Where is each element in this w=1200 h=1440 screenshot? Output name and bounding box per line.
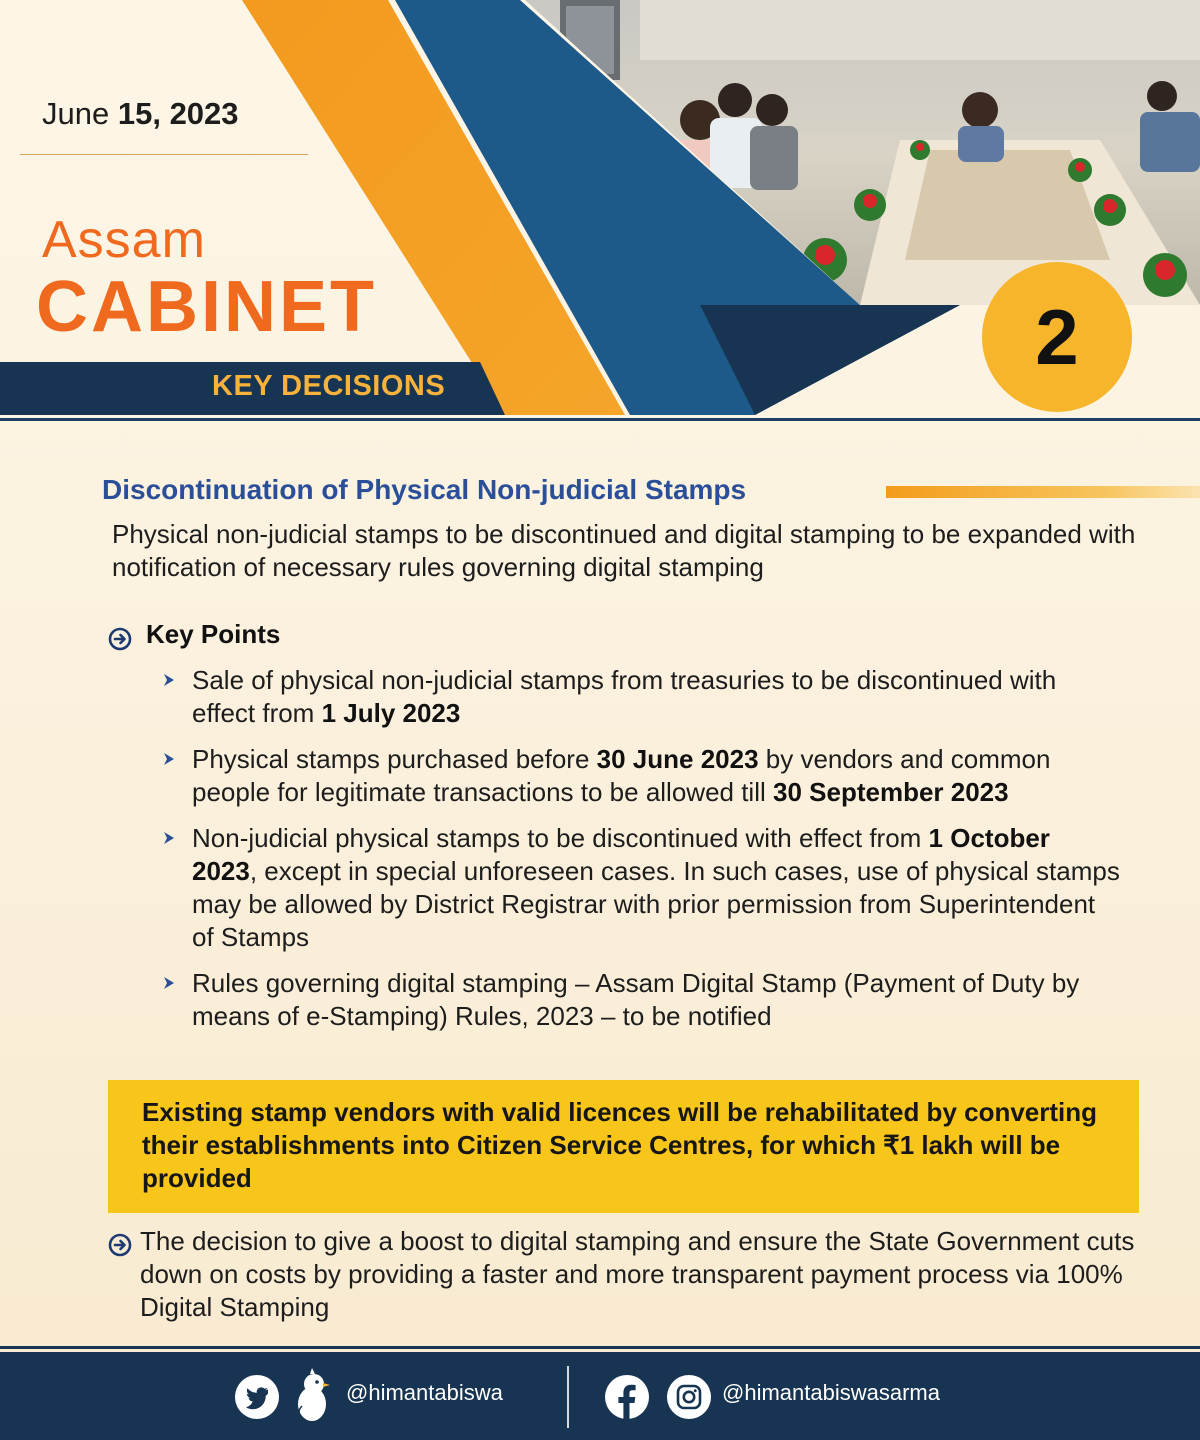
key-points-list — [160, 664, 1120, 1046]
list-item: Sale of physical non-judicial stamps from treasuries to be discontinued with effect from 1 July 2023 — [160, 664, 1120, 730]
highlight-callout — [108, 1080, 1139, 1213]
conclusion-text: The decision to give a boost to digital stamping and ensure the State Government cuts down on costs by providing a faster and more transparent payment process via 100% Digital Stamping — [140, 1226, 1135, 1322]
title-assam: Assam — [42, 211, 206, 269]
twitter-icon[interactable] — [234, 1374, 280, 1420]
arrow-circle-icon — [108, 1233, 132, 1257]
footer-top-rule — [0, 1346, 1200, 1349]
title-cabinet: CABINET — [36, 267, 377, 347]
section-intro: Physical non-judicial stamps to be discontinued and digital stamping to be expanded with notification of necessary rules governing digital stamping — [112, 519, 1136, 582]
footer — [0, 1352, 1200, 1440]
section-heading: Discontinuation of Physical Non-judicial Stamps — [102, 474, 747, 505]
key-decisions-label: KEY DECISIONS — [212, 370, 446, 402]
callout-text: Existing stamp vendors with valid licences will be rehabilitated by converting their establishments into Citizen Service Centres, for which ₹1 lakh will be provided — [142, 1097, 1098, 1193]
chevron-right-icon — [160, 671, 178, 689]
chevron-right-icon — [160, 974, 178, 992]
chevron-right-icon — [160, 829, 178, 847]
heading-accent-bar — [886, 486, 1200, 498]
date — [42, 96, 239, 132]
handle-right[interactable]: @himantabiswasarma — [722, 1380, 940, 1405]
list-item: Physical stamps purchased before 30 June 2023 by vendors and common people for legitimate transactions to be allowed till 30 September 2023 — [160, 743, 1120, 809]
header — [0, 0, 1200, 430]
facebook-icon[interactable] — [604, 1374, 650, 1420]
list-item: Non-judicial physical stamps to be discontinued with effect from 1 October 2023, except in special unforeseen cases. In such cases, use of physical stamps may be allowed by District Registrar with prior permission from Superintendent of Stamps — [160, 822, 1120, 954]
instagram-icon[interactable] — [666, 1374, 712, 1420]
handle-left[interactable]: @himantabiswa — [346, 1380, 503, 1405]
date-month: June — [42, 96, 110, 131]
key-points-label: Key Points — [146, 619, 281, 649]
date-day-year: 15, 2023 — [117, 96, 239, 131]
decision-number-badge — [982, 262, 1132, 412]
koo-bird-icon[interactable] — [292, 1366, 332, 1426]
footer-divider — [567, 1366, 569, 1428]
content — [0, 430, 1200, 1350]
arrow-circle-icon — [108, 627, 132, 651]
date-divider — [20, 154, 308, 155]
decision-number: 2 — [1035, 292, 1079, 381]
list-item: Rules governing digital stamping – Assam Digital Stamp (Payment of Duty by means of e-Stamping) Rules, 2023 – to be notified — [160, 967, 1120, 1033]
chevron-right-icon — [160, 750, 178, 768]
